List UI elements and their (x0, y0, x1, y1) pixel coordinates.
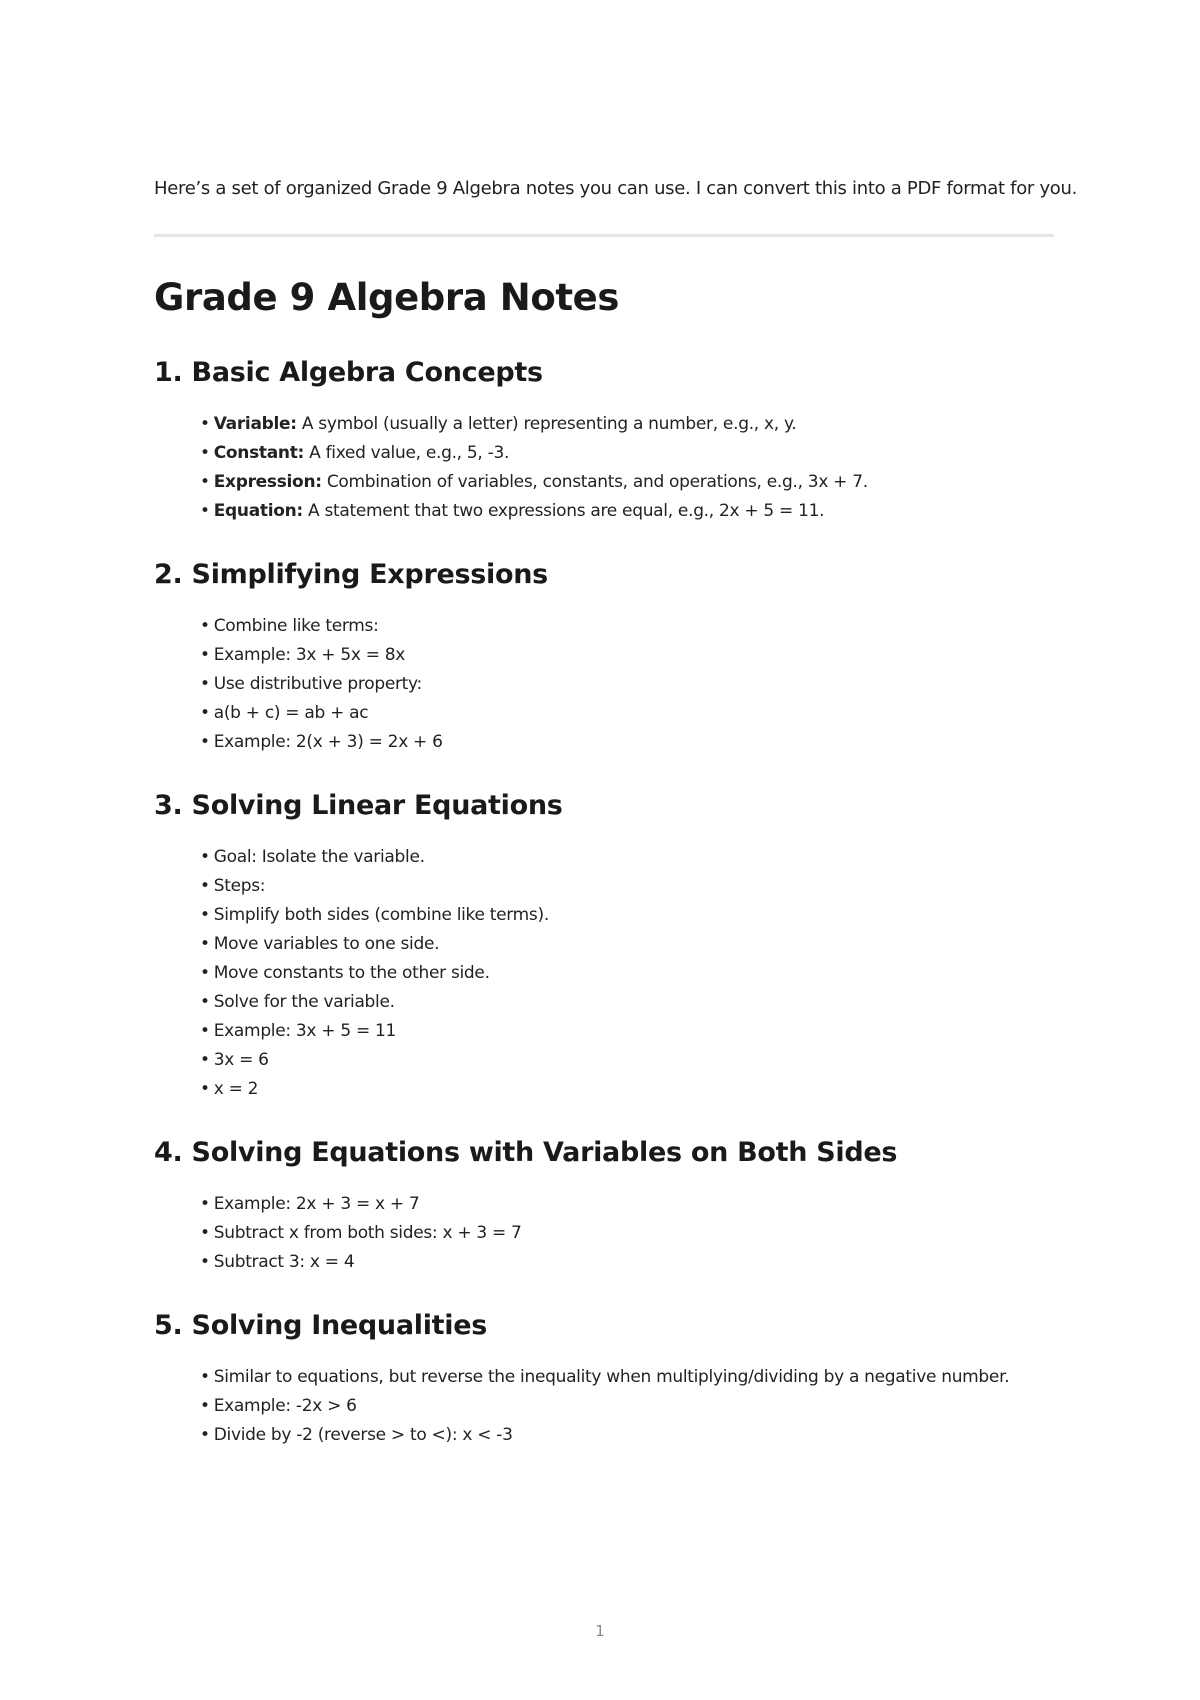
item-text: Example: -2x > 6 (213, 1396, 357, 1416)
item-text: 3x = 6 (213, 1050, 269, 1070)
list-item (200, 699, 1054, 728)
item-text: Example: 3x + 5x = 8x (213, 645, 406, 665)
bullet-icon: • (200, 934, 210, 954)
item-text: Move variables to one side. (213, 934, 440, 954)
item-text: Combination of variables, constants, and operations, e.g., 3x + 7. (321, 472, 868, 492)
item-text: Subtract x from both sides: x + 3 = 7 (213, 1223, 522, 1243)
bullet-list (154, 843, 1054, 1104)
bullet-icon: • (200, 1223, 210, 1243)
bullet-icon: • (200, 732, 210, 752)
intro-text: Here’s a set of organized Grade 9 Algebra notes you can use. I can convert this into a PDF format for you. (154, 178, 1078, 199)
term-label: Constant: (213, 443, 305, 463)
section-heading: 4. Solving Equations with Variables on Both Sides (154, 1137, 898, 1168)
section-heading: 3. Solving Linear Equations (154, 790, 563, 821)
section (154, 1134, 1054, 1277)
list-item (200, 612, 1054, 641)
item-text: Use distributive property: (213, 674, 422, 694)
bullet-icon: • (200, 645, 210, 665)
bullet-icon: • (200, 1252, 210, 1272)
bullet-icon: • (200, 876, 210, 896)
item-text: a(b + c) = ab + ac (213, 703, 369, 723)
bullet-icon: • (200, 963, 210, 983)
bullet-icon: • (200, 1050, 210, 1070)
list-item (200, 410, 1054, 439)
notes-content (154, 272, 1054, 1480)
bullet-icon: • (200, 443, 210, 463)
list-item (200, 901, 1054, 930)
list-item (200, 1017, 1054, 1046)
item-text: Solve for the variable. (213, 992, 395, 1012)
list-item (200, 439, 1054, 468)
horizontal-divider (154, 234, 1054, 237)
list-item (200, 930, 1054, 959)
section-heading: 5. Solving Inequalities (154, 1310, 487, 1341)
bullet-icon: • (200, 847, 210, 867)
item-text: Similar to equations, but reverse the inequality when multiplying/dividing by a negative number. (213, 1367, 1010, 1387)
item-text: Combine like terms: (213, 616, 379, 636)
item-text: Example: 2x + 3 = x + 7 (213, 1194, 420, 1214)
list-item (200, 497, 1054, 526)
item-text: Example: 2(x + 3) = 2x + 6 (213, 732, 443, 752)
list-item (200, 1219, 1054, 1248)
item-text: Steps: (213, 876, 266, 896)
list-item (200, 728, 1054, 757)
page-number: 1 (595, 1622, 605, 1640)
term-label: Variable: (213, 414, 297, 434)
term-label: Equation: (213, 501, 303, 521)
item-text: A symbol (usually a letter) representing a number, e.g., x, y. (296, 414, 797, 434)
item-text: Divide by -2 (reverse > to <): x < -3 (213, 1425, 513, 1445)
bullet-icon: • (200, 501, 210, 521)
item-text: Example: 3x + 5 = 11 (213, 1021, 397, 1041)
list-item (200, 872, 1054, 901)
bullet-icon: • (200, 616, 210, 636)
item-text: A statement that two expressions are equal, e.g., 2x + 5 = 11. (302, 501, 825, 521)
bullet-icon: • (200, 1021, 210, 1041)
list-item (200, 843, 1054, 872)
bullet-icon: • (200, 674, 210, 694)
bullet-icon: • (200, 992, 210, 1012)
section-heading: 1. Basic Algebra Concepts (154, 357, 543, 388)
bullet-icon: • (200, 1425, 210, 1445)
list-item (200, 959, 1054, 988)
list-item (200, 1421, 1054, 1450)
term-label: Expression: (213, 472, 322, 492)
section-heading: 2. Simplifying Expressions (154, 559, 548, 590)
list-item (200, 1075, 1054, 1104)
bullet-icon: • (200, 1079, 210, 1099)
bullet-icon: • (200, 905, 210, 925)
bullet-icon: • (200, 1396, 210, 1416)
bullet-icon: • (200, 472, 210, 492)
item-text: Move constants to the other side. (213, 963, 490, 983)
item-text: A fixed value, e.g., 5, -3. (304, 443, 510, 463)
list-item (200, 1190, 1054, 1219)
bullet-list (154, 1363, 1054, 1450)
bullet-icon: • (200, 414, 210, 434)
list-item (200, 468, 1054, 497)
bullet-icon: • (200, 1367, 210, 1387)
list-item (200, 1392, 1054, 1421)
section (154, 787, 1054, 1104)
list-item (200, 1046, 1054, 1075)
bullet-icon: • (200, 703, 210, 723)
page-title: Grade 9 Algebra Notes (154, 276, 619, 319)
list-item (200, 641, 1054, 670)
item-text: x = 2 (213, 1079, 259, 1099)
list-item (200, 988, 1054, 1017)
item-text: Goal: Isolate the variable. (213, 847, 425, 867)
list-item (200, 1363, 1054, 1392)
section (154, 556, 1054, 757)
item-text: Subtract 3: x = 4 (213, 1252, 355, 1272)
list-item (200, 1248, 1054, 1277)
section (154, 1307, 1054, 1450)
bullet-list (154, 410, 1054, 526)
sections-container (154, 354, 1054, 1450)
bullet-list (154, 612, 1054, 757)
bullet-icon: • (200, 1194, 210, 1214)
bullet-list (154, 1190, 1054, 1277)
list-item (200, 670, 1054, 699)
section (154, 354, 1054, 526)
item-text: Simplify both sides (combine like terms). (213, 905, 549, 925)
